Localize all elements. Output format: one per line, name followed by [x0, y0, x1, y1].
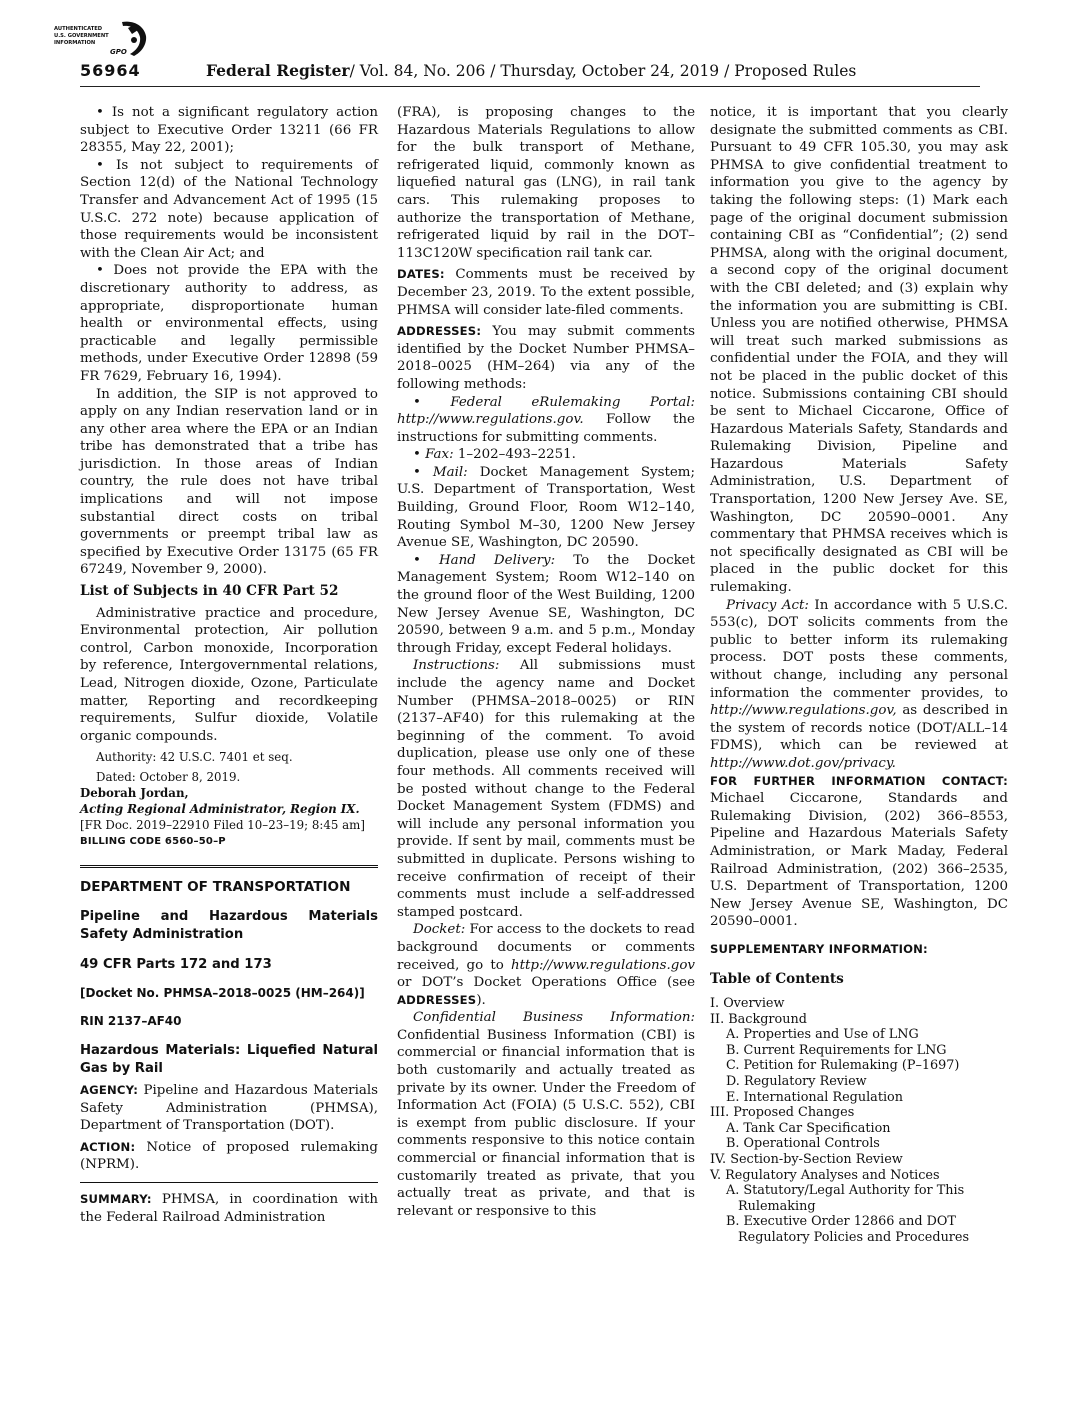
- privacy-paragraph: [710, 597, 1008, 773]
- svg-text:INFORMATION: INFORMATION: [54, 40, 96, 46]
- cbi-continued: notice, it is important that you clearly designate the submitted comments as CBI. Pursuant to 49 CFR 105.30, you may ask PHMSA to give confidential treatment to information you give to the agency by taking the following steps: (1) Mark each page of the original document submission containing CBI as “Confidential”; (2) send PHMSA, along with the original document, a second copy of the original document with the CBI deleted; and (3) explain why the information you are submitting is CBI. Unless you are notified otherwise, PHMSA will treat such marked submissions as confidential under the FOIA, and they will not be placed in the public docket of this notice. Submissions containing CBI should be sent to Michael Ciccarone, Office of Hazardous Materials Safety, Standards and Rulemaking Division, Pipeline and Hazardous Materials Safety Administration, U.S. Department of Transportation, 1200 New Jersey Ave. SE, Washington, DC 20590–0001. Any commentary that PHMSA receives which is not specifically designated as CBI will be placed in the public docket for this rulemaking.: [710, 105, 1008, 596]
- column-3: [710, 104, 1008, 1246]
- bullet-executive-order-13211: • Is not a significant regulatory action subject to Executive Order 13211 (66 FR 28355, May 22, 2001);: [80, 105, 378, 156]
- fax-label: Fax:: [425, 447, 454, 463]
- agency-label: AGENCY:: [80, 1082, 139, 1097]
- section-divider: [80, 865, 378, 868]
- svg-text:GPO: GPO: [110, 48, 127, 56]
- rin-number: RIN 2137–AF40: [80, 1013, 182, 1028]
- signer-title: Acting Regional Administrator, Region IX.: [80, 802, 360, 817]
- dated-line: Dated: October 8, 2019.: [96, 770, 241, 785]
- page-number: 56964: [80, 61, 141, 80]
- toc-heading: Table of Contents: [710, 970, 844, 987]
- toc-item: A. Statutory/Legal Authority for This: [726, 1183, 965, 1199]
- docket-text-1: For access to the dockets to read background documents or comments received, go to: [397, 922, 695, 973]
- privacy-label: Privacy Act:: [726, 597, 809, 613]
- docket-paragraph: [397, 921, 695, 1009]
- addresses-label: ADDRESSES:: [397, 324, 482, 339]
- toc-item: C. Petition for Rulemaking (P–1697): [726, 1058, 960, 1074]
- volume-issue: / Vol. 84, No. 206 / Thursday, October 24, 2019 / Proposed Rules: [349, 62, 857, 80]
- agency-text: Pipeline and Hazardous Materials Safety Administration (PHMSA), Department of Transportation (DOT).: [80, 1082, 378, 1134]
- toc-item: Regulatory Policies and Procedures: [738, 1230, 970, 1245]
- page-header: [80, 61, 980, 83]
- dates-text: Comments must be received by December 23, 2019. To the extent possible, PHMSA will consider late-filed comments.: [397, 267, 695, 318]
- hand-text: To the Docket Management System; Room W12–140 on the ground floor of the West Building, 1200 New Jersey Avenue SE, Washington, DC 20590, between 9 a.m. and 5 p.m., Monday through Friday, except Federal holidays.: [397, 552, 695, 656]
- svg-text:AUTHENTICATED: AUTHENTICATED: [54, 26, 103, 32]
- docket-ref: ADDRESSES: [397, 992, 477, 1007]
- privacy-link[interactable]: http://www.regulations.gov,: [710, 703, 897, 719]
- cbi-text: Confidential Business Information (CBI) is commercial or financial information that is both customarily and actually treated as private by its owner. Under the Freedom of Information Act (FOIA) (5 U.S.C. 552), CBI is exempt from public disclosure. If your comments responsive to this notice contain commercial or financial information that is customarily treated as private, that you actually treat as private, and that is relevant or responsive to this: [397, 1027, 695, 1219]
- summary-label: SUMMARY:: [80, 1191, 152, 1206]
- toc-item: E. International Regulation: [726, 1089, 903, 1105]
- privacy-link-2[interactable]: http://www.dot.gov/privacy.: [710, 755, 896, 771]
- dates-label: DATES:: [397, 267, 445, 282]
- addresses-text: You may submit comments identified by the Docket Number PHMSA–2018–0025 (HM–264) via any of the following methods:: [397, 324, 695, 392]
- instructions-label: Instructions:: [413, 658, 500, 674]
- toc-item: III. Proposed Changes: [710, 1105, 855, 1121]
- docket-text-2: or DOT’s Docket Operations Office (see: [397, 975, 695, 991]
- fax-text: 1–202–493–2251.: [457, 447, 576, 463]
- gpo-authenticated-logo: [52, 18, 150, 62]
- agency-paragraph: [80, 1082, 378, 1135]
- signer-name: Deborah Jordan,: [80, 786, 189, 801]
- column-2: [397, 104, 695, 1220]
- instructions-paragraph: [397, 657, 695, 921]
- toc-item: Rulemaking: [738, 1198, 816, 1214]
- contact-paragraph: [710, 773, 1008, 931]
- bullet-section-12d: • Is not subject to requirements of Section 12(d) of the National Technology Transfer and Advancement Act of 1995 (15 U.S.C. 272 note) because application of those requirements would be inconsistent with the Clean Air Act; and: [80, 157, 378, 261]
- fr-doc-line: [FR Doc. 2019–22910 Filed 10–23–19; 8:45 am]: [80, 818, 365, 833]
- privacy-text-2: as described in the system of records notice (DOT/ALL–14 FDMS), which can be reviewed at: [710, 703, 1008, 754]
- header-rule: [80, 86, 980, 87]
- summary-continued: (FRA), is proposing changes to the Hazardous Materials Regulations to allow for the bulk transport of Methane, refrigerated liquid, commonly known as liquefied natural gas (LNG), in rail tank cars. This rulemaking proposes to authorize the transportation of Methane, refrigerated liquid by rail in the DOT–113C120W specification rail tank car.: [397, 105, 695, 261]
- header-title: [206, 61, 856, 80]
- instructions-text: All submissions must include the agency name and Docket Number (PHMSA–2018–0025) or RIN (2137–AF40) for this rulemaking at the beginning of the comment. To avoid duplication, please use only one of these four methods. All comments received will be posted without change to the Federal Docket Management System (FDMS) and will include any personal information you provide. If sent by mail, comments must be submitted in duplicate. Persons wishing to receive confirmation of receipt of their comments must include a self-addressed stamped postcard.: [397, 658, 695, 920]
- privacy-text-1: In accordance with 5 U.S.C. 553(c), DOT solicits comments from the public to better inform its rulemaking process. DOT posts these comments, without change, including any personal information the commenter provides, to: [710, 597, 1008, 701]
- docket-label: Docket:: [413, 922, 466, 938]
- toc-item: V. Regulatory Analyses and Notices: [710, 1167, 940, 1183]
- bullet-executive-order-12898: • Does not provide the EPA with the discretionary authority to address, as appropriate, disproportionate human health or environmental effects, using practicable and legally permissible methods, under Executive Order 12898 (59 FR 7629, February 16, 1994).: [80, 263, 378, 384]
- summary-paragraph: [80, 1191, 378, 1226]
- authority-line: Authority: 42 U.S.C. 7401 et seq.: [96, 750, 293, 765]
- toc-item: II. Background: [710, 1011, 807, 1027]
- portal-link[interactable]: Federal eRulemaking Portal: http://www.regulations.gov.: [397, 394, 695, 428]
- toc-item: B. Executive Order 12866 and DOT: [726, 1214, 956, 1230]
- toc-item: A. Tank Car Specification: [726, 1120, 891, 1136]
- list-of-subjects-heading: List of Subjects in 40 CFR Part 52: [80, 583, 339, 600]
- mail-label: Mail:: [432, 464, 468, 480]
- contact-text: Michael Ciccarone, Standards and Rulemaking Division, (202) 366–8553, Pipeline and Hazardous Materials Safety Administration, or Mark Maday, Federal Railroad Administration, (202) 366–2535, U.S. Department of Transportation, 1200 New Jersey Avenue SE, Washington, DC 20590–0001.: [710, 791, 1008, 930]
- cfr-parts: 49 CFR Parts 172 and 173: [80, 956, 272, 972]
- svg-text:U.S. GOVERNMENT: U.S. GOVERNMENT: [54, 33, 109, 39]
- action-rule: [80, 1182, 378, 1183]
- action-paragraph: [80, 1139, 378, 1174]
- toc-item: A. Properties and Use of LNG: [726, 1027, 919, 1043]
- toc-item: B. Current Requirements for LNG: [726, 1042, 947, 1058]
- toc-item: B. Operational Controls: [726, 1136, 880, 1152]
- cbi-paragraph: [397, 1009, 695, 1220]
- method-portal: • Federal eRulemaking Portal: http://www.regulations.gov. Follow the instructions for submitting comments.: [397, 394, 695, 445]
- method-hand-delivery: • Hand Delivery: To the Docket Management System; Room W12–140 on the ground floor of the West Building, 1200 New Jersey Avenue SE, Washington, DC 20590, between 9 a.m. and 5 p.m., Monday through Friday, except Federal holidays.: [397, 552, 695, 656]
- sip-paragraph: In addition, the SIP is not approved to apply on any Indian reservation land or in any other area where the EPA or an Indian tribe has demonstrated that a tribe has jurisdiction. In those areas of Indian country, the rule does not have tribal implications and will not impose substantial direct costs on tribal governments or preempt tribal law as specified by Executive Order 13175 (65 FR 67249, November 9, 2000).: [80, 386, 378, 578]
- docket-link[interactable]: http://www.regulations.gov: [510, 957, 695, 973]
- column-1: [80, 104, 378, 1226]
- action-text: Notice of proposed rulemaking (NPRM).: [80, 1139, 378, 1173]
- publication-name: Federal Register: [206, 61, 350, 80]
- list-of-subjects-text: Administrative practice and procedure, Environmental protection, Air pollution control, Carbon monoxide, Incorporation by reference, Intergovernmental relations, Lead, Nitrogen dioxide, Ozone, Particulate matter, Reporting and recordkeeping requirements, Sulfur dioxide, Volatile organic compounds.: [80, 605, 378, 744]
- summary-text: PHMSA, in coordination with the Federal Railroad Administration: [80, 1191, 378, 1225]
- mail-text: Docket Management System; U.S. Department of Transportation, West Building, Ground Floor, Room W12–140, Routing Symbol M–30, 1200 New Jersey Avenue SE, Washington, DC 20590.: [397, 464, 696, 551]
- portal-text: Follow the instructions for submitting comments.: [397, 412, 695, 445]
- contact-label: FOR FURTHER INFORMATION CONTACT:: [710, 773, 1008, 788]
- cbi-label: Confidential Business Information:: [413, 1010, 695, 1026]
- toc-item: I. Overview: [710, 996, 785, 1012]
- supplementary-label: SUPPLEMENTARY INFORMATION:: [710, 941, 928, 956]
- department-heading: DEPARTMENT OF TRANSPORTATION: [80, 878, 351, 895]
- docket-number: [Docket No. PHMSA–2018–0025 (HM–264)]: [80, 985, 365, 1000]
- toc-item: D. Regulatory Review: [726, 1074, 867, 1090]
- addresses-paragraph: [397, 323, 695, 393]
- docket-text-3: ).: [476, 992, 486, 1008]
- rule-title: Hazardous Materials: Liquefied Natural Gas by Rail: [80, 1042, 378, 1076]
- billing-code: BILLING CODE 6560–50–P: [80, 836, 226, 848]
- table-of-contents: [710, 996, 1008, 1246]
- agency-name: Pipeline and Hazardous Materials Safety Administration: [80, 908, 378, 942]
- action-label: ACTION:: [80, 1139, 136, 1154]
- hand-label: Hand Delivery:: [438, 552, 556, 568]
- method-mail: • Mail: Docket Management System; U.S. Department of Transportation, West Building, Ground Floor, Room W12–140, Routing Symbol M–30, 1200 New Jersey Avenue SE, Washington, DC 20590.: [397, 464, 696, 551]
- dates-paragraph: [397, 266, 695, 319]
- toc-item: IV. Section-by-Section Review: [710, 1152, 903, 1168]
- method-fax: • Fax: 1–202–493–2251.: [413, 447, 576, 463]
